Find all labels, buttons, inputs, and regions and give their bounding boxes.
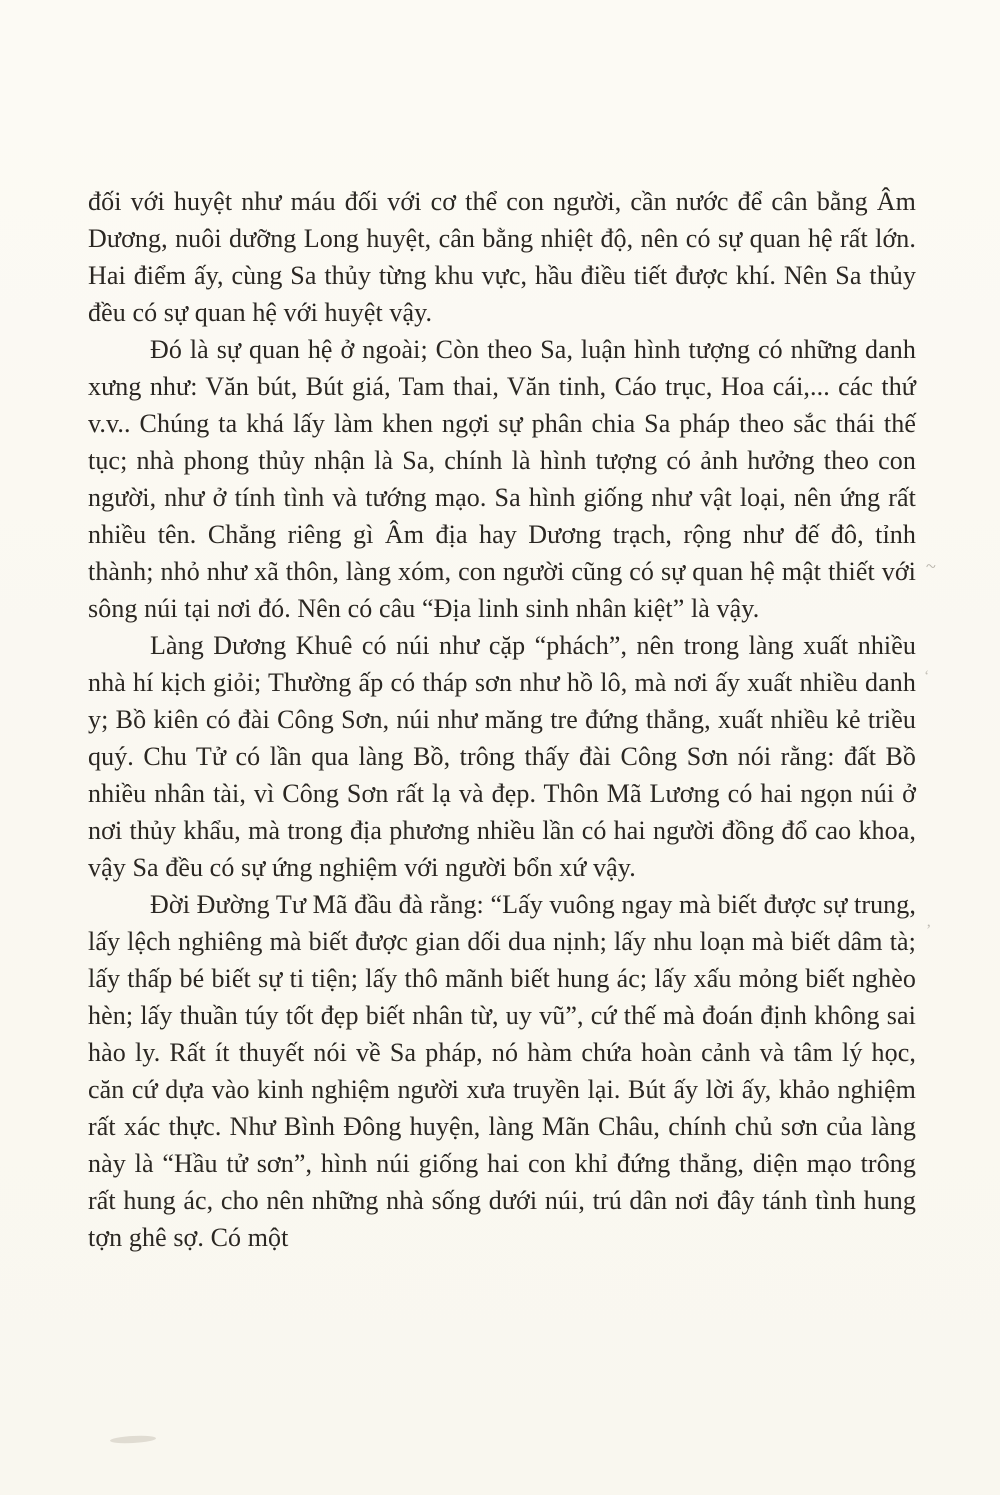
paragraph-doi-duong-tu-ma: Đời Đường Tư Mã đầu đà rằng: “Lấy vuông ngay mà biết được sự trung, lấy lệch nghiêng mà biết được gian dối dua nịnh; lấy nhu loạn mà biết dâm tà; lấy thấp bé biết sự ti tiện; lấy thô mãnh biết hung ác; lấy xấu mỏng biết nghèo hèn; lấy thuần túy tốt đẹp biết nhân từ, uy vũ”, cứ thế mà đoán định không sai hào ly. Rất ít thuyết nói về Sa pháp, nó hàm chứa hoàn cảnh và tâm lý học, căn cứ dựa vào kinh nghiệm người xưa truyền lại. Bút ấy lời ấy, khảo nghiệm rất xác thực. Như Bình Đông huyện, làng Mãn Châu, chính chủ sơn của làng này là “Hầu tử sơn”, hình núi giống hai con khỉ đứng thẳng, diện mạo trông rất hung ác, cho nên những nhà sống dưới núi, trú dân nơi đây tánh tình hung tợn ghê sợ. Có một: [88, 890, 916, 1252]
scan-artifact: ’: [926, 922, 932, 939]
paragraph-sa-hinh-tuong: Đó là sự quan hệ ở ngoài; Còn theo Sa, luận hình tượng có những danh xưng như: Văn bút, Bút giá, Tam thai, Văn tinh, Cáo trục, Hoa cái,... các thứ v.v.. Chúng ta khá lấy làm khen ngợi sự phân chia Sa pháp theo sắc thái thế tục; nhà phong thủy nhận là Sa, chính là hình tượng có ảnh hưởng theo con người, như ở tính tình và tướng mạo. Sa hình giống như vật loại, nên ứng rất nhiều tên. Chẳng riêng gì Âm địa hay Dương trạch, rộng như đế đô, tỉnh thành; nhỏ như xã thôn, làng xóm, con người cũng có sự quan hệ mật thiết với sông núi tại nơi đó. Nên có câu “Địa linh sinh nhân kiệt” là vậy.: [88, 335, 916, 623]
body-text: [88, 183, 916, 1256]
scan-artifact: ~: [924, 555, 938, 577]
paragraph-lang-duong-khue: Làng Dương Khuê có núi như cặp “phách”, nên trong làng xuất nhiều nhà hí kịch giỏi; Thường ấp có tháp sơn như hồ lô, mà nơi ấy xuất nhiều danh y; Bồ kiên có đài Công Sơn, núi như măng tre đứng thẳng, xuất nhiều kẻ triều quý. Chu Tử có lần qua làng Bồ, trông thấy đài Công Sơn nói rằng: đất Bồ nhiều nhân tài, vì Công Sơn rất lạ và đẹp. Thôn Mã Lương có hai ngọn núi ở nơi thủy khẩu, mà trong địa phương nhiều lần có hai người đồng đổ cao khoa, vậy Sa đều có sự ứng nghiệm với người bổn xứ vậy.: [88, 631, 916, 882]
scan-artifact: [110, 1435, 156, 1444]
scan-artifact: ‘: [924, 668, 930, 685]
paragraph-continuation: đối với huyệt như máu đối với cơ thể con người, cần nước để cân bằng Âm Dương, nuôi dưỡng Long huyệt, cân bằng nhiệt độ, nên có sự quan hệ rất lớn. Hai điểm ấy, cùng Sa thủy từng khu vực, hầu điều tiết được khí. Nên Sa thủy đều có sự quan hệ với huyệt vậy.: [88, 187, 916, 327]
